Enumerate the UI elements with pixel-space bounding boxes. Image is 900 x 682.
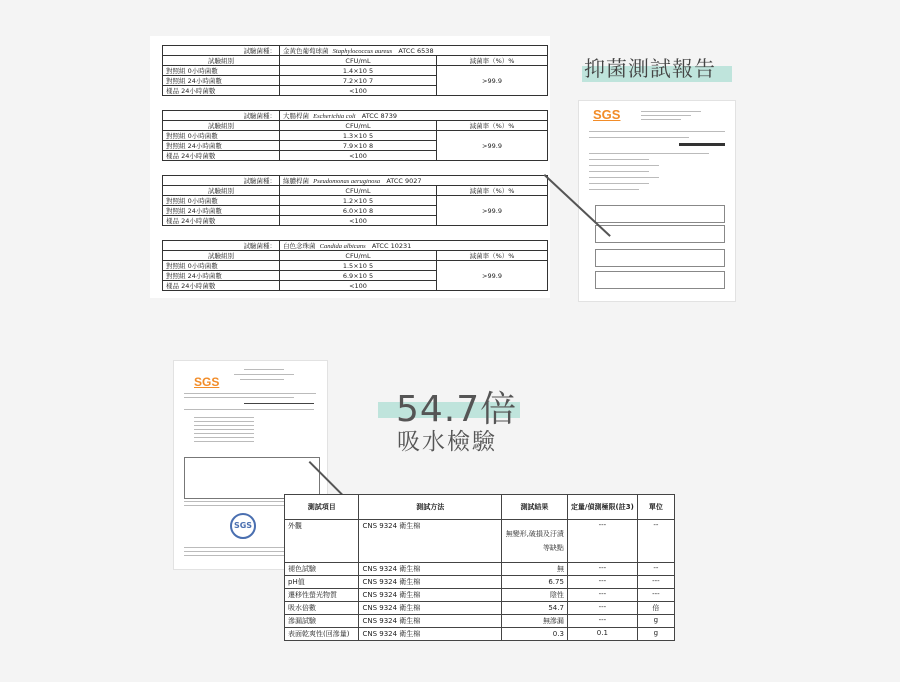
strain-label: 試驗菌種： (163, 241, 280, 251)
absorbency-label: 吸水檢驗 (397, 429, 497, 455)
strain-row (163, 46, 548, 56)
absorbency-multiple: 54.7倍 (396, 389, 518, 430)
header-row: 試驗組別 CFU/mL 減菌率（%）% (163, 186, 548, 196)
header-row: 試驗組別 CFU/mL 減菌率（%）% (163, 251, 548, 261)
antibacterial-report-thumbnail (578, 100, 736, 302)
antibacterial-table (162, 175, 548, 226)
reduction-rate: >99.9 (437, 66, 548, 96)
table-row: 表面乾爽性(回滲量) CNS 9324 衛生棉 0.3 0.1 g (285, 628, 675, 641)
table-row: 滲漏試驗 CNS 9324 衛生棉 無滲漏 --- g (285, 615, 675, 628)
reduction-rate: >99.9 (437, 261, 548, 291)
table-row: 外觀 CNS 9324 衛生棉 無變形,破損及汙漬等缺點 --- -- (285, 520, 675, 563)
table-row: 樣品 24小時菌數 <100 (163, 86, 548, 96)
table-row: 樣品 24小時菌數 <100 (163, 281, 548, 291)
antibacterial-report-panel (150, 36, 550, 298)
table-row: 對照組 0小時菌數 1.5×10 5 >99.9 (163, 261, 548, 271)
table-row: 對照組 0小時菌數 1.3×10 5 >99.9 (163, 131, 548, 141)
table-row: 樣品 24小時菌數 <100 (163, 151, 548, 161)
column-header: 測試方法 (359, 495, 501, 520)
table-row: 遷移性螢光物質 CNS 9324 衛生棉 陰性 --- --- (285, 589, 675, 602)
sgs-stamp: SGS (230, 513, 256, 539)
header-row: 試驗組別 CFU/mL 減菌率（%）% (163, 56, 548, 66)
antibacterial-heading: 抑菌測試報告 (584, 57, 716, 81)
strain-label: 試驗菌種： (163, 176, 280, 186)
column-header: 測試項目 (285, 495, 359, 520)
strain-name: 綠膿桿菌 Pseudomonas aeruginosa ATCC 9027 (280, 176, 548, 186)
column-header: 單位 (637, 495, 674, 520)
table-row: pH值 CNS 9324 衛生棉 6.75 --- --- (285, 576, 675, 589)
strain-row (163, 176, 548, 186)
table-row: 對照組 0小時菌數 1.2×10 5 >99.9 (163, 196, 548, 206)
strain-label: 試驗菌種： (163, 46, 280, 56)
reduction-rate: >99.9 (437, 196, 548, 226)
header-row: 試驗組別 CFU/mL 減菌率（%）% (163, 121, 548, 131)
sgs-logo: SGS (593, 107, 621, 122)
table-row: 樣品 24小時菌數 <100 (163, 216, 548, 226)
strain-row (163, 241, 548, 251)
table-row: 吸水倍數 CNS 9324 衛生棉 54.7 --- 倍 (285, 602, 675, 615)
strain-name: 金黃色葡萄球菌 Staphylococcus aureus ATCC 6538 (280, 46, 548, 56)
table-row: 對照組 24小時菌數 7.9×10 8 (163, 141, 548, 151)
absorbency-table-header (285, 495, 675, 520)
table-row: 對照組 24小時菌數 7.2×10 7 (163, 76, 548, 86)
column-header: 測試結果 (501, 495, 567, 520)
table-row: 對照組 24小時菌數 6.0×10 8 (163, 206, 548, 216)
antibacterial-table (162, 240, 548, 291)
antibacterial-table (162, 110, 548, 161)
reduction-rate: >99.9 (437, 131, 548, 161)
table-row: 對照組 0小時菌數 1.4×10 5 >99.9 (163, 66, 548, 76)
sgs-logo-small: SGS (194, 375, 220, 389)
strain-name: 白色念珠菌 Candida albicans ATCC 10231 (280, 241, 548, 251)
strain-row (163, 111, 548, 121)
strain-name: 大腸桿菌 Escherichia coli ATCC 8739 (280, 111, 548, 121)
absorbency-test-table (284, 494, 675, 641)
table-row: 對照組 24小時菌數 6.9×10 5 (163, 271, 548, 281)
antibacterial-table (162, 45, 548, 96)
table-row: 褪色試驗 CNS 9324 衛生棉 無 --- -- (285, 563, 675, 576)
column-header: 定量/偵測極限(註3) (567, 495, 637, 520)
strain-label: 試驗菌種： (163, 111, 280, 121)
